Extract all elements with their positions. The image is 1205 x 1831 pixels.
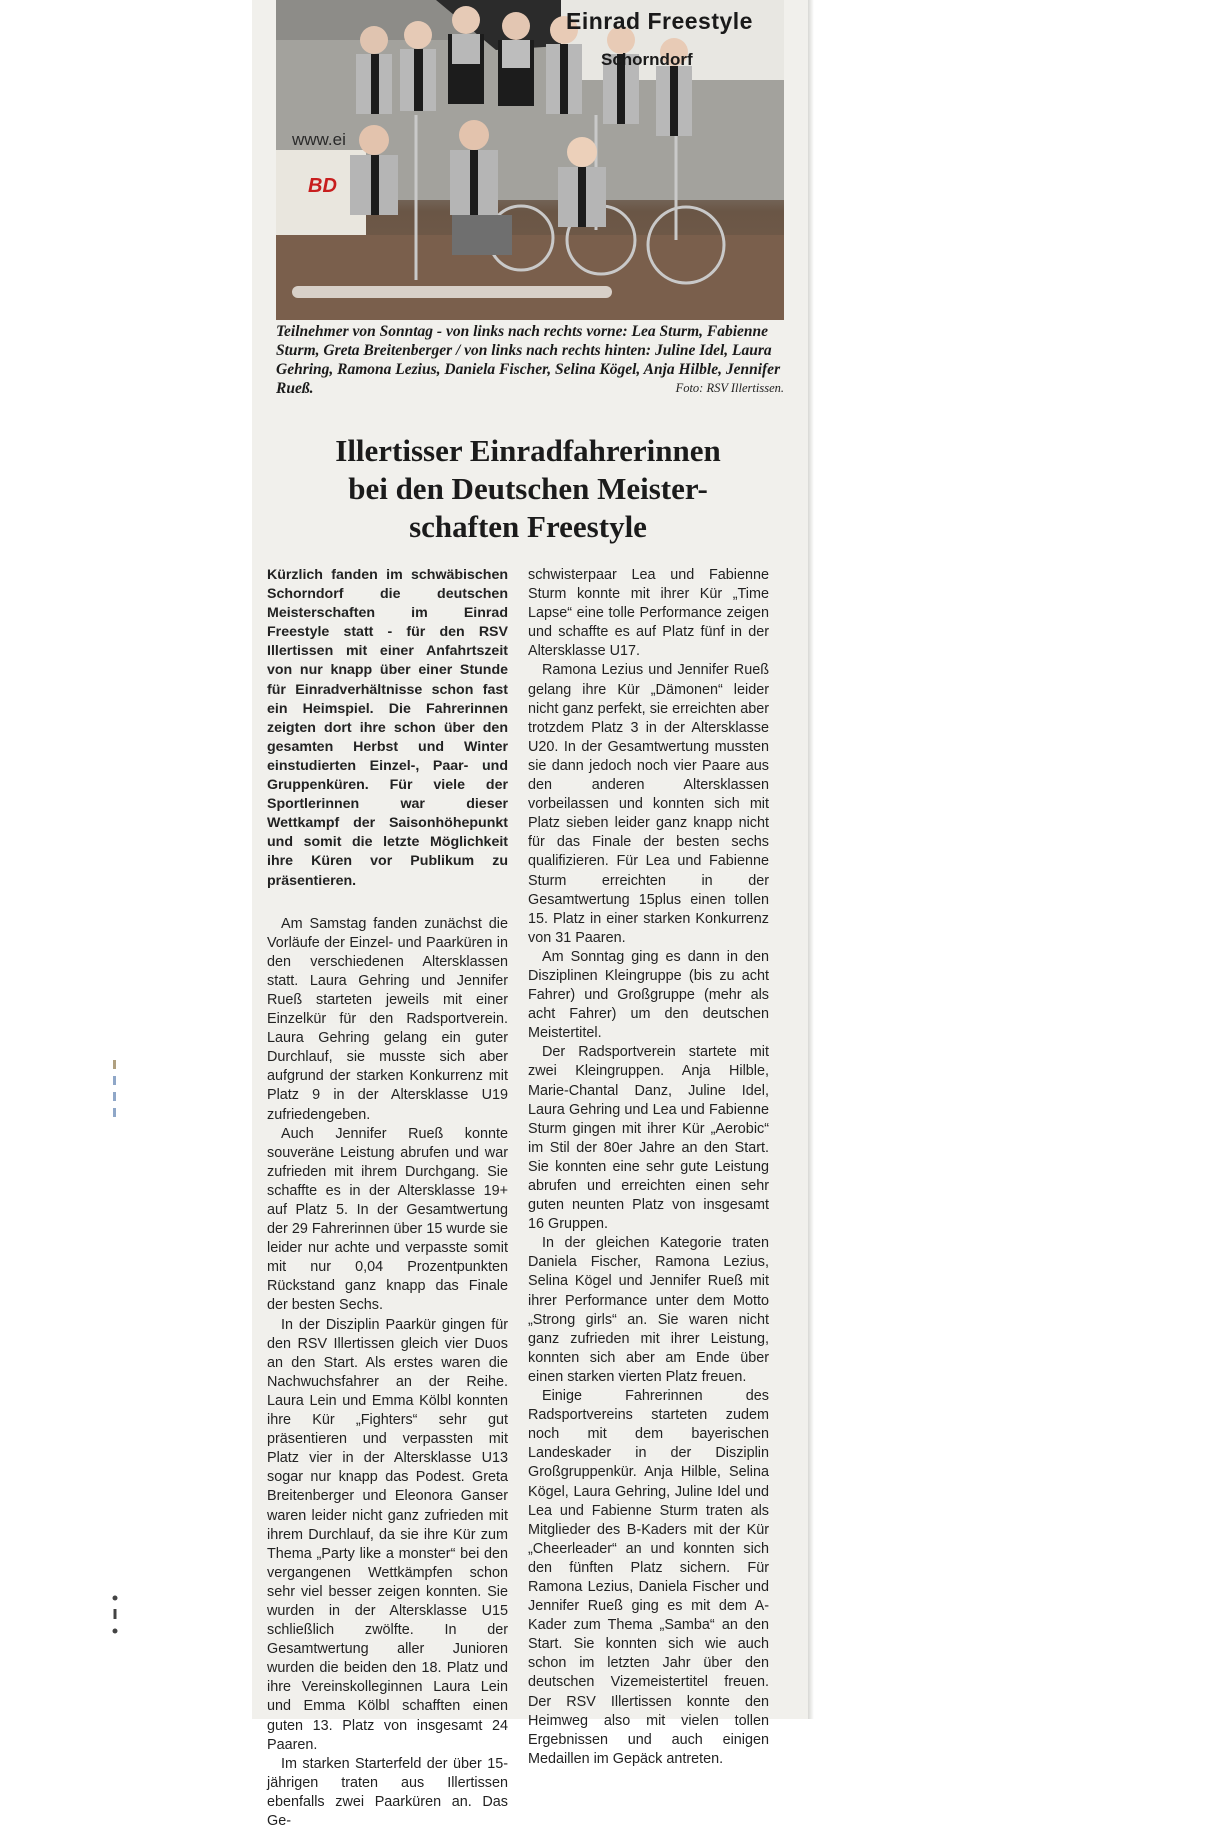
sponsor-logo: BD [308,175,337,197]
article-column-right [528,566,769,1769]
caption-text: Teilnehmer von Sonntag - von links nach rechts vorne: Lea Sturm, Fabienne Sturm, Greta Breitenberger / von links nach rechts hinten: Juline Idel, Laura Gehring, Ramona Lezius, Daniela Fischer, Selina Kögel, Anja Hilble, Jennifer Rueß. [276,323,781,397]
article-paragraph: schwisterpaar Lea und Fabienne Sturm konnte mit ihrer Kür „Time Lapse“ eine tolle Performance zeigen und schaffte es auf Platz fünf in der Altersklasse U17. [528,567,769,660]
article-paragraph: Am Sonntag ging es dann in den Disziplinen Kleingruppe (bis zu acht Fahrer) und Großgruppe (mehr als acht Fahrer) um den deutschen Meistertitel. [528,948,769,1042]
team-photo [276,0,784,320]
article-column-left [267,566,508,1831]
article-paragraph: Im starken Starterfeld der über 15-jährigen traten aus Illertissen ebenfalls zwei Paarküren an. Das Ge- [267,1755,508,1829]
scan-edge-dots [112,1595,118,1638]
article-headline [278,432,778,546]
team-photo-illustration [276,0,784,320]
headline-line-2: bei den Deutschen Meister- [348,471,708,506]
article-paragraph: Am Samstag fanden zunächst die Vorläufe der Einzel- und Paarküren in den verschiedenen Altersklassen statt. Laura Gehring und Jennifer Rueß starteten jeweils mit einer Einzelkür für den Radsportverein. Laura Gehring gelang ein guter Durchlauf, sie musste sich aber aufgrund der starken Konkurrenz mit Platz 9 in der Altersklasse U19 zufriedengeben. [267,915,508,1123]
article-paragraph: Auch Jennifer Rueß konnte souveräne Leistung abrufen und war zufrieden mit ihrem Durchgang. Sie schaffte es in der Altersklasse 19+ auf Platz 5. In der Gesamtwertung der 29 Fahrerinnen über 15 wurde sie leider nur achte und verpasste somit mit nur 0,04 Prozentpunkten Rückstand ganz knapp das Finale der besten Sechs. [267,1125,508,1314]
newspaper-clipping [252,0,808,1829]
article-paragraph: Einige Fahrerinnen des Radsportvereins starteten zudem noch mit dem bayerischen Landeskader in der Disziplin Großgruppenkür. Anja Hilble, Selina Kögel, Laura Gehring, Juline Idel und Lea und Fabienne Sturm traten als Mitglieder des B-Kaders mit der Kür „Cheerleader“ an und konnten sich den fünften Platz sichern. Für Ramona Lezius, Daniela Fischer und Jennifer Rueß ging es mit dem A-Kader zum Thema „Samba“ an den Start. Sie konnten sich wie auch schon im letzten Jahr über den deutschen Vizemeistertitel freuen. Der RSV Illertissen konnte den Heimweg also mit vielen tollen Ergebnissen und auch einigen Medaillen im Gepäck antreten. [528,1388,769,1767]
headline-line-3: schaften Freestyle [409,509,647,544]
photo-banner-title: Einrad Freestyle [566,8,753,34]
photo-banner-location: Schorndorf [601,50,693,69]
article-paragraph: Der Radsportverein startete mit zwei Kleingruppen. Anja Hilble, Marie-Chantal Danz, Juline Idel, Laura Gehring und Lea und Fabienne Sturm gingen mit ihrer Kür „Aerobic“ im Stil der 80er Jahre an den Start. Sie konnten eine sehr gute Leistung abrufen und erreichten einen sehr guten neunten Platz von insgesamt 16 Gruppen. [528,1044,769,1233]
photo-caption [276,322,784,398]
photo-url-text: www.ei [292,130,346,149]
scan-edge-marks [112,1060,118,1133]
article-paragraph: In der Disziplin Paarkür gingen für den RSV Illertissen gleich vier Duos an den Start. Als erstes waren die Nachwuchsfahrer an der Reihe. Laura Lein und Emma Kölbl konnten ihre Kür „Fighters“ sehr gut präsentieren und verpassten mit Platz vier in der Altersklasse U13 sogar nur knapp das Podest. Greta Breitenberger und Eleonora Ganser waren leider nicht ganz zufrieden mit ihrem Durchlauf, da sie ihre Kür zum Thema „Party like a monster“ bei den vergangenen Wettkämpfen schon sehr viel besser zeigen konnten. Sie wurden in der Altersklasse U15 schließlich zwölfte. In der Gesamtwertung aller Junioren wurden die beiden den 18. Platz und ihre Vereinskolleginnen Laura Lein und Emma Kölbl schafften einen guten 13. Platz von insgesamt 24 Paaren. [267,1316,508,1753]
article-paragraph: Ramona Lezius und Jennifer Rueß gelang ihre Kür „Dämonen“ leider nicht ganz perfekt, sie erreichten aber trotzdem Platz 3 in der Altersklasse U20. In der Gesamtwertung mussten sie dann jedoch noch vier Paare aus den anderen Altersklassen vorbeilassen und konnten sich mit Platz sieben leider ganz knapp nicht für das Finale der besten sechs qualifizieren. Für Lea und Fabienne Sturm erreichten in der Gesamtwertung 15plus einen tollen 15. Platz in einer starken Konkurrenz von 31 Paaren. [528,662,769,946]
headline-line-1: Illertisser Einradfahrerinnen [335,433,721,468]
article-lead: Kürzlich fanden im schwäbischen Schorndorf die deutschen Meisterschaften im Einrad Freestyle statt - für den RSV Illertissen mit einer Anfahrtszeit von nur knapp über einer Stunde für Einradverhältnisse schon fast ein Heimspiel. Die Fahrerinnen zeigten dort ihre schon über den gesamten Herbst und Winter einstudierten Einzel-, Paar- und Gruppenküren. Für viele der Sportlerinnen war dieser Wettkampf der Saisonhöhepunkt und somit die letzte Möglichkeit ihre Küren vor Publikum zu präsentieren. [267,567,508,889]
article-paragraph: In der gleichen Kategorie traten Daniela Fischer, Ramona Lezius, Selina Kögel und Jennifer Rueß mit ihrer Performance unter dem Motto „Strong girls“ an. Sie waren nicht ganz zufrieden mit ihrer Leistung, konnten sich aber am Ende über einen starken vierten Platz freuen. [528,1235,769,1385]
photo-credit: Foto: RSV Illertissen. [675,381,784,395]
